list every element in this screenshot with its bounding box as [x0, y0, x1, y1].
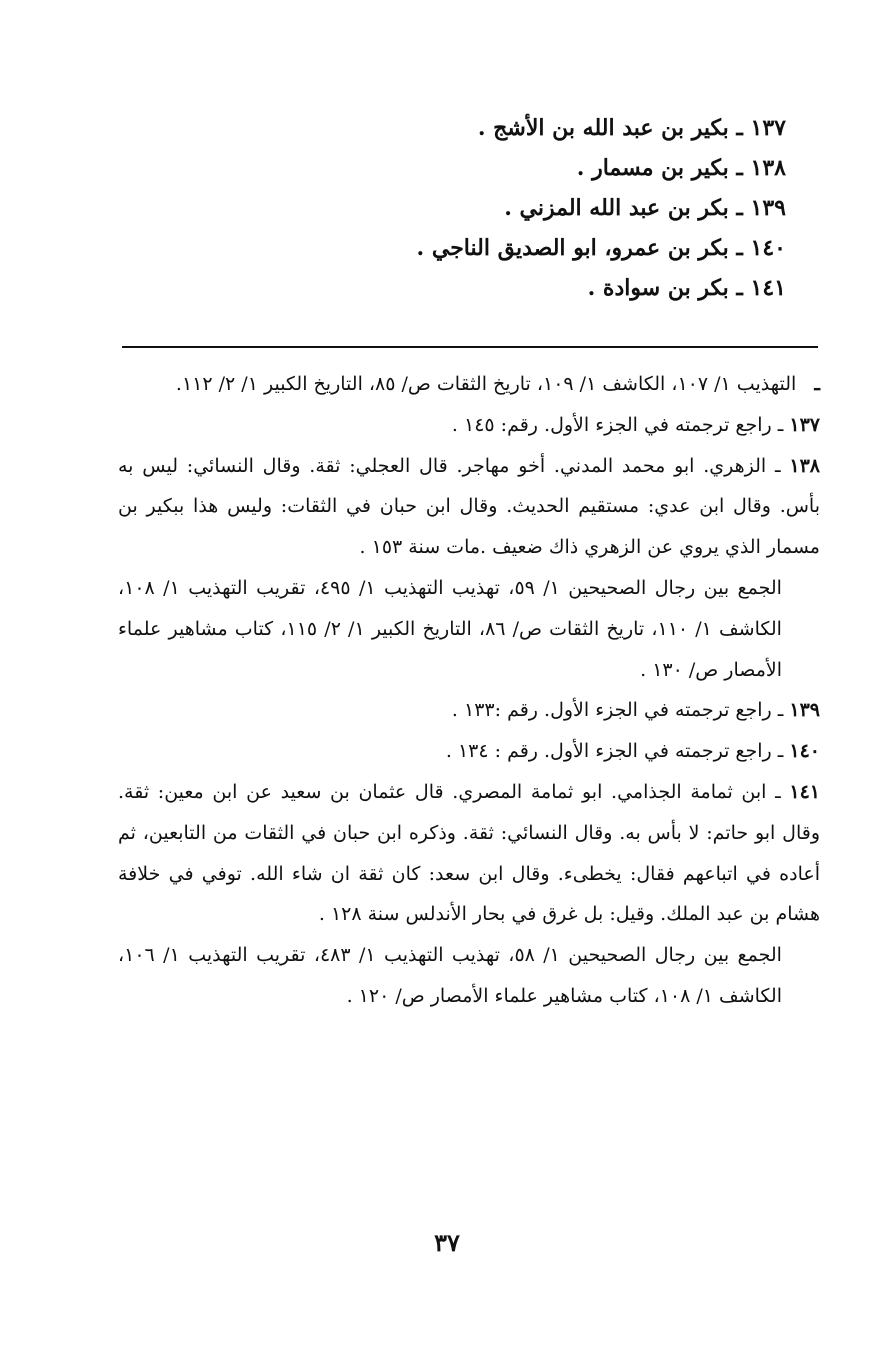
footnote-text: ـ راجع ترجمته في الجزء الأول. رقم : ١٣٤ . [445, 740, 784, 763]
footnote-text: الجمع بين رجال الصحيحين ١/ ٥٩، تهذيب التهذيب ١/ ٤٩٥، تقريب التهذيب ١/ ١٠٨، الكاشف ١/ ١١٠، تاريخ الثقات ص/ ٨٦، التاريخ الكبير ١/ ٢/ ١١٥، كتاب مشاهير علماء الأمصار ص/ ١٣٠ . [118, 576, 782, 681]
footnote-138 [118, 446, 820, 568]
footnote-divider [122, 346, 818, 348]
heading-138 [86, 148, 786, 188]
page-number: ٣٧ [434, 1228, 460, 1257]
footnote-number: ١٤٠ [789, 740, 820, 763]
heading-number: ١٣٨ [750, 155, 786, 181]
entry-headings [86, 108, 786, 308]
heading-text: ـ بكير بن مسمار . [576, 155, 743, 181]
heading-141 [86, 268, 786, 308]
footnote-text: ـ راجع ترجمته في الجزء الأول. رقم :١٣٣ . [451, 699, 784, 722]
heading-text: ـ بكر بن عمرو، ابو الصديق الناجي . [416, 235, 743, 261]
heading-text: ـ بكر بن سوادة . [587, 275, 743, 301]
footnote-number: ١٤١ [789, 780, 820, 803]
footnote-140 [118, 731, 820, 772]
heading-number: ١٤٠ [750, 235, 786, 261]
footnote-139 [118, 690, 820, 731]
heading-text: ـ بكر بن عبد الله المزني . [504, 195, 743, 221]
footnote-text: الجمع بين رجال الصحيحين ١/ ٥٨، تهذيب التهذيب ١/ ٤٨٣، تقريب التهذيب ١/ ١٠٦، الكاشف ١/ ١٠٨، كتاب مشاهير علماء الأمصار ص/ ١٢٠ . [118, 944, 782, 1007]
footnote-138-sources [118, 568, 820, 690]
footnote-text: ـ راجع ترجمته في الجزء الأول. رقم: ١٤٥ . [451, 413, 784, 436]
footnote-number: ١٣٨ [789, 454, 820, 477]
footnote-number: ١٣٧ [789, 413, 820, 436]
footnote-text: ـ ابن ثمامة الجذامي. ابو ثمامة المصري. قال عثمان بن سعيد عن ابن معين: ثقة. وقال ابو حاتم: لا بأس به. وقال النسائي: ثقة. وذكره ابن حبان في الثقات من التابعين، ثم أعاده في اتباعهم فقال: يخطىء. وقال ابن سعد: كان ثقة ان شاء الله. توفي في خلافة هشام بن عبد الملك. وقيل: بل غرق في بحار الأندلس سنة ١٢٨ . [118, 780, 820, 926]
footnote-141-sources [118, 935, 820, 1017]
footnote-text: ـ الزهري. ابو محمد المدني. أخو مهاجر. قال العجلي: ثقة. وقال النسائي: ليس به بأس. وقال ابن عدي: مستقيم الحديث. وقال ابن حبان في الثقات: وليس هذا ببكير بن مسمار الذي يروي عن الزهري ذاك ضعيف .مات سنة ١٥٣ . [118, 454, 820, 559]
footnote-text: التهذيب ١/ ١٠٧، الكاشف ١/ ١٠٩، تاريخ الثقات ص/ ٨٥، التاريخ الكبير ١/ ٢/ ١١٢. [175, 373, 797, 395]
heading-137 [86, 108, 786, 148]
footnote-137 [118, 405, 820, 446]
footnote-mark: ـ [814, 373, 820, 395]
heading-139 [86, 188, 786, 228]
heading-number: ١٣٩ [750, 195, 786, 221]
footnote-general [118, 364, 820, 405]
heading-number: ١٣٧ [750, 115, 786, 141]
heading-140 [86, 228, 786, 268]
footnotes [118, 364, 820, 1017]
footnote-number: ١٣٩ [789, 699, 820, 722]
heading-number: ١٤١ [750, 275, 786, 301]
footnote-141 [118, 772, 820, 935]
heading-text: ـ بكير بن عبد الله بن الأشج . [477, 115, 743, 141]
